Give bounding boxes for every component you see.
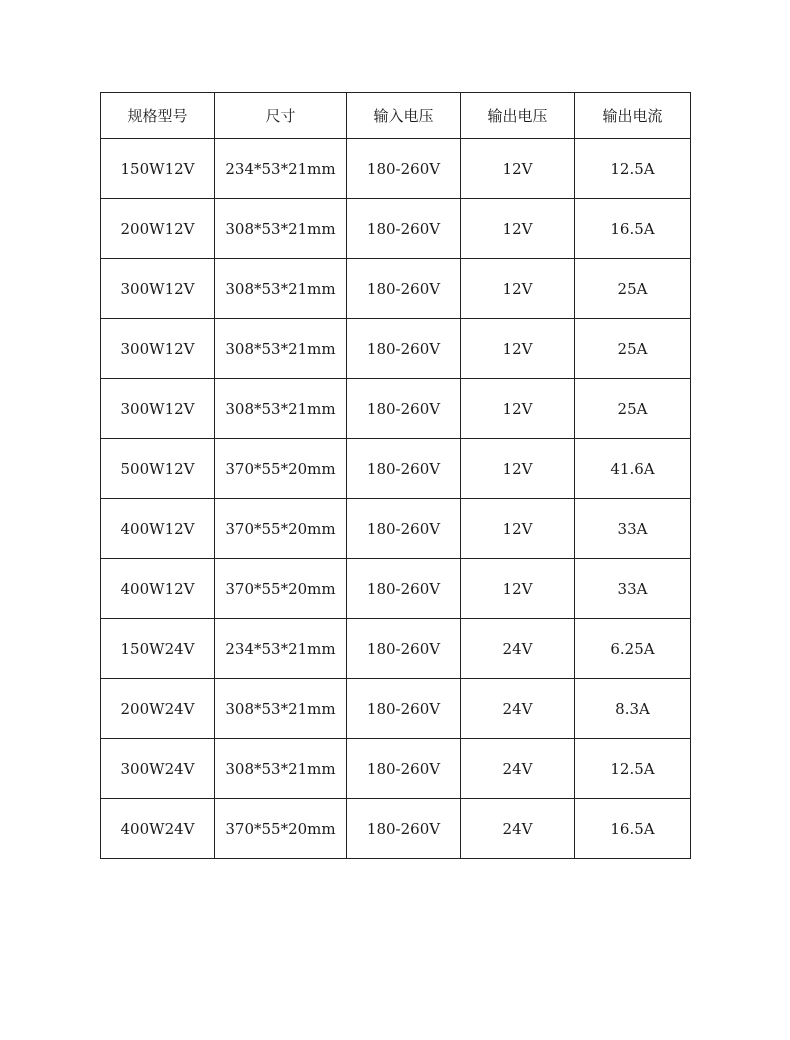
table-row (101, 679, 691, 739)
header-row (101, 93, 691, 139)
cell-output-voltage: 24V (461, 679, 575, 739)
cell-output-current: 25A (575, 379, 691, 439)
spec-table (100, 92, 691, 859)
cell-output-voltage: 12V (461, 559, 575, 619)
cell-size: 234*53*21mm (215, 139, 347, 199)
header-model: 规格型号 (101, 93, 215, 139)
cell-model: 300W12V (101, 259, 215, 319)
table-row (101, 199, 691, 259)
cell-output-current: 25A (575, 319, 691, 379)
cell-output-voltage: 12V (461, 199, 575, 259)
cell-output-current: 12.5A (575, 739, 691, 799)
cell-output-current: 12.5A (575, 139, 691, 199)
cell-size: 308*53*21mm (215, 259, 347, 319)
cell-output-current: 25A (575, 259, 691, 319)
table-row (101, 379, 691, 439)
table-row (101, 319, 691, 379)
table-row (101, 559, 691, 619)
cell-input-voltage: 180-260V (347, 319, 461, 379)
cell-model: 150W12V (101, 139, 215, 199)
cell-model: 200W12V (101, 199, 215, 259)
cell-input-voltage: 180-260V (347, 139, 461, 199)
cell-input-voltage: 180-260V (347, 559, 461, 619)
cell-output-voltage: 12V (461, 259, 575, 319)
cell-size: 370*55*20mm (215, 439, 347, 499)
table-row (101, 139, 691, 199)
cell-input-voltage: 180-260V (347, 619, 461, 679)
cell-model: 400W12V (101, 499, 215, 559)
cell-model: 150W24V (101, 619, 215, 679)
cell-size: 308*53*21mm (215, 379, 347, 439)
table-header (101, 93, 691, 139)
cell-output-current: 6.25A (575, 619, 691, 679)
cell-output-current: 33A (575, 499, 691, 559)
cell-output-voltage: 12V (461, 319, 575, 379)
table-row (101, 499, 691, 559)
cell-output-current: 8.3A (575, 679, 691, 739)
cell-model: 400W24V (101, 799, 215, 859)
cell-output-current: 41.6A (575, 439, 691, 499)
cell-input-voltage: 180-260V (347, 799, 461, 859)
cell-output-current: 33A (575, 559, 691, 619)
cell-model: 300W12V (101, 379, 215, 439)
cell-size: 370*55*20mm (215, 499, 347, 559)
cell-input-voltage: 180-260V (347, 439, 461, 499)
cell-output-current: 16.5A (575, 799, 691, 859)
cell-output-current: 16.5A (575, 199, 691, 259)
cell-output-voltage: 12V (461, 499, 575, 559)
table-row (101, 739, 691, 799)
cell-input-voltage: 180-260V (347, 499, 461, 559)
cell-input-voltage: 180-260V (347, 199, 461, 259)
cell-input-voltage: 180-260V (347, 259, 461, 319)
cell-size: 308*53*21mm (215, 319, 347, 379)
cell-output-voltage: 24V (461, 619, 575, 679)
header-input-voltage: 输入电压 (347, 93, 461, 139)
table-row (101, 259, 691, 319)
cell-size: 308*53*21mm (215, 739, 347, 799)
cell-size: 370*55*20mm (215, 559, 347, 619)
cell-size: 234*53*21mm (215, 619, 347, 679)
cell-model: 300W24V (101, 739, 215, 799)
cell-model: 300W12V (101, 319, 215, 379)
cell-model: 400W12V (101, 559, 215, 619)
cell-input-voltage: 180-260V (347, 739, 461, 799)
table-body (101, 139, 691, 859)
cell-model: 500W12V (101, 439, 215, 499)
cell-output-voltage: 12V (461, 379, 575, 439)
cell-output-voltage: 12V (461, 139, 575, 199)
table-row (101, 799, 691, 859)
cell-output-voltage: 24V (461, 739, 575, 799)
cell-input-voltage: 180-260V (347, 379, 461, 439)
cell-size: 370*55*20mm (215, 799, 347, 859)
cell-input-voltage: 180-260V (347, 679, 461, 739)
header-output-voltage: 输出电压 (461, 93, 575, 139)
cell-model: 200W24V (101, 679, 215, 739)
cell-output-voltage: 24V (461, 799, 575, 859)
cell-size: 308*53*21mm (215, 199, 347, 259)
header-size: 尺寸 (215, 93, 347, 139)
cell-output-voltage: 12V (461, 439, 575, 499)
table-row (101, 619, 691, 679)
table-row (101, 439, 691, 499)
header-output-current: 输出电流 (575, 93, 691, 139)
cell-size: 308*53*21mm (215, 679, 347, 739)
